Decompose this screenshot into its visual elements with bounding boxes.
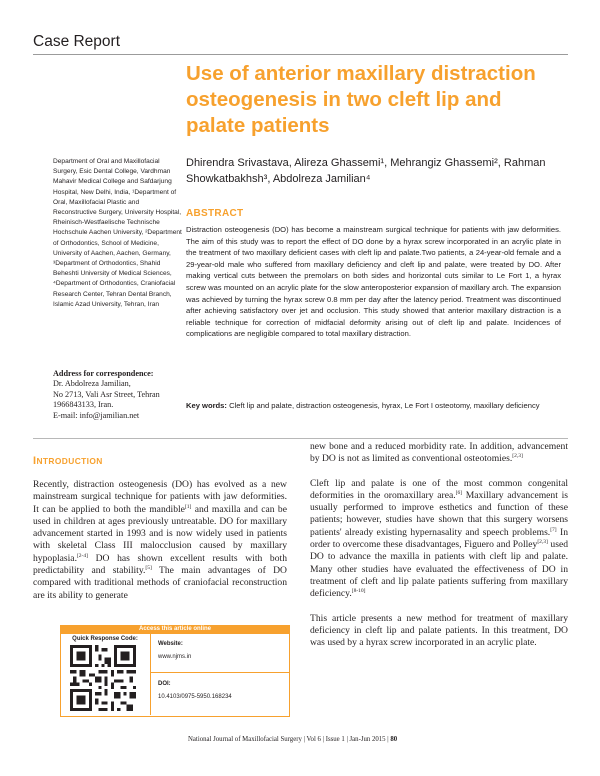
affiliations: Department of Oral and Maxillofacial Surgery, Esic Dental College, Vardhman Mahavir Medical College and Safdarjung Hospital, New Delhi, India, ¹Department of Oral, Maxillofacial Plastic and Reconstructive Surgery, University Hospital, Rheinisch-Westfaelische Technische Hochschule Aachen University, ²Department of Orthodontics, School of Medicine, University of Aachen, Aachen, Germany, ³Department of Orthodontics, Shahid Beheshti University of Medical Sciences, ⁴Department of Orthodontics, Craniofacial Research Center, Tehran Dental Branch, Islamic Azad University, Tehran, Iran xyxy=(53,158,182,308)
abstract-text: Distraction osteogenesis (DO) has become a mainstream surgical technique for patients with jaw deformities. The aim of this study was to report the effect of DO done by a hyrax screw incorporated in an acrylic plate in the treatment of two maxillary deficient cases with cleft lip and palate.Two patients, a 24-year-old female and a 29-year-old male who suffered from maxillary deficiency and cleft lip and palate, were treated by DO. After making vertical cuts between the premolars on both sides and horizontal cuts similar to Le Fort 1, a hyrax screw was mounted on an acrylic plate for the slow anteroposterior expansion of maxillary arch. The expansion was achieved by turning the hyrax screw 0.8 mm per day after the latency period. Treatment was discontinued after achieving satisfactory over jet and occlusion. This study showed that anterior maxillary distraction is a reliable technique for correction of midfacial deformity arising out of cleft lip and palate. Incidences of complications are negligible compared to total maxillary distraction. xyxy=(186,225,561,339)
intro-rest: NTRODUCTION xyxy=(36,456,103,466)
section-divider xyxy=(33,438,568,439)
access-box-divider-vertical xyxy=(150,634,151,715)
website-link[interactable]: www.njms.in xyxy=(158,654,192,660)
qr-code-label: Quick Response Code: xyxy=(72,636,138,642)
section-label: Case Report xyxy=(33,33,121,50)
author-list: Dhirendra Srivastava, Alireza Ghassemi¹, Mehrangiz Ghassemi², Rahman Showkatbakhsh³, Abdolreza Jamilian⁴ xyxy=(186,157,546,185)
footer-journal: National Journal of Maxillofacial Surgery | Vol 6 | Issue 1 | Jan-Jun 2015 | xyxy=(188,736,391,743)
keywords-label: Key words: xyxy=(186,401,227,410)
intro-initial: I xyxy=(33,455,37,467)
intro-column-left xyxy=(33,479,287,614)
qr-code-icon xyxy=(68,645,138,711)
intro-paragraph-2: new bone and a reduced morbidity rate. In addition, advancement by DO is not as limited as conventional osteotomies.[2,3] xyxy=(310,441,568,465)
doi-label: DOI: xyxy=(158,681,171,687)
access-box-divider-horizontal xyxy=(150,672,290,673)
intro-paragraph-3: Cleft lip and palate is one of the most common congenital deformities in the oromaxillary area.[6] Maxillary advancement is usually performed to improve esthetics and function of these patients; however, studies have shown that this surgery worsens patients' already existing hypernasality and speech problems.[7] In order to overcome these disadvantages, Figuero and Polley[2,3] used DO to advance the maxilla in patients with cleft lip and palate. Many other studies have evaluated the effectiveness of DO in treatment of cleft and lip palate patients suffering from maxillary deficiency.[8-10] xyxy=(310,477,568,600)
keywords xyxy=(186,400,561,412)
website-label: Website: xyxy=(158,641,183,647)
intro-paragraph-1: Recently, distraction osteogenesis (DO) has evolved as a new mainstream surgical technique for patients with jaw deformities. It can be applied to both the mandible[1] and maxilla and can be used in children at ages previously untreatable. DO for maxillary advancement started in 1993 and is now widely used in patients with skeletal Class III malocclusion caused by maxillary hypoplasia.[2-4] DO has shown excellent results with both predictability and stability.[5] The main advantages of DO compared with traditional methods of craniofacial reconstruction are its ability to generate xyxy=(33,479,287,601)
introduction-heading xyxy=(33,455,103,467)
correspondence xyxy=(53,369,183,421)
correspondence-heading: Address for correspondence: xyxy=(53,369,154,378)
page-number: 80 xyxy=(390,736,398,743)
intro-paragraph-4: This article presents a new method for treatment of maxillary deficiency in cleft lip and palate patients. In this treatment, DO was used by a hyrax screw incorporated in an acrylic plate. xyxy=(310,612,568,649)
header-rule xyxy=(33,54,568,55)
article-title: Use of anterior maxillary distraction osteogenesis in two cleft lip and palate patients xyxy=(186,62,536,137)
doi-value[interactable]: 10.4103/0975-5950.168234 xyxy=(158,694,232,700)
correspondence-name: Dr. Abdolreza Jamilian, xyxy=(53,379,131,389)
abstract-heading: ABSTRACT xyxy=(186,208,244,219)
correspondence-address: No 2713, Vali Asr Street, Tehran 1966843133, Iran. xyxy=(53,389,160,410)
keywords-list: Cleft lip and palate, distraction osteogenesis, hyrax, Le Fort I osteotomy, maxillary deficiency xyxy=(229,401,540,410)
access-box-header: Access this article online xyxy=(60,625,290,634)
correspondence-email[interactable]: E-mail: info@jamilian.net xyxy=(53,410,140,420)
page-footer xyxy=(188,736,397,743)
intro-column-right xyxy=(310,441,568,661)
